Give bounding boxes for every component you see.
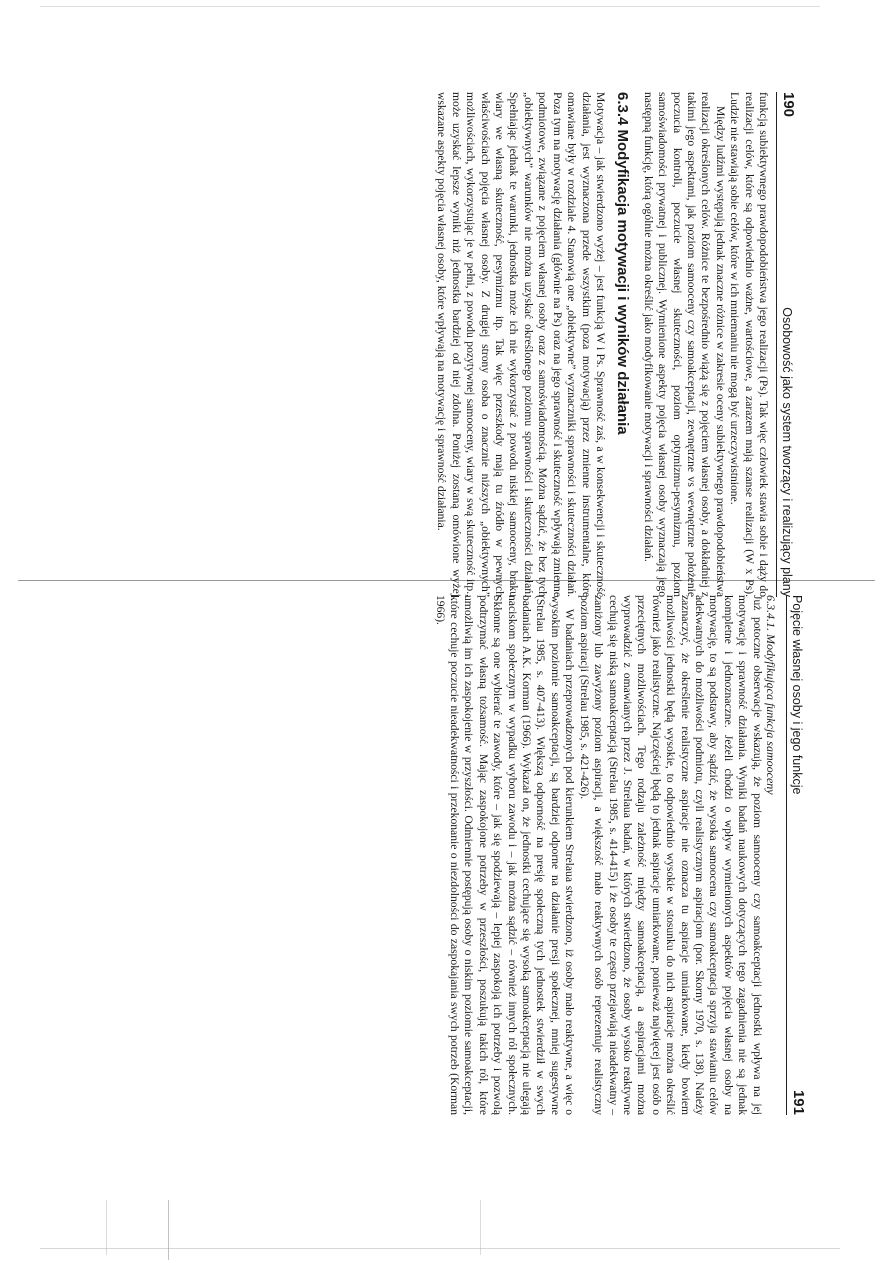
section-heading: 6.3.4 Modyfikacja motywacji i wyników działania bbox=[614, 92, 632, 435]
fold-mark bbox=[168, 1200, 169, 1260]
page-body bbox=[434, 92, 770, 597]
scan-rule-bottom bbox=[40, 1248, 840, 1249]
paragraph: Już potoczne obserwacje wskazują, że poziom samooceny czy samoakceptacji jednostki wpływa na jej motywację i sprawność działania. Wyniki badań naukowych dotyczących tego zagadnienia nie są jednak kompletne i jednoznaczne. Jeżeli chodzi o wpływ wymienionych aspektów pojęcia własnej osoby na motywację, to są podstawy, aby sądzić, że wysoka samoocena czy samoakceptacja sprzyja stawianiu celów adekwatnych do możliwości podmiotu, czyli realistycznym aspiracjom (por. Skorny 1970, s. 138). Należy zaznaczyć, że określenie realistyczne aspiracje nie oznacza tu aspiracje umiarkowane, kiedy bowiem możliwości jednostki będą wysokie, to odpowiednio wysokie w stosunku do nich aspiracje można określić również jako realistyczne. Najczęściej będą to jednak aspiracje umiarkowane, ponieważ najwięcej jest osób o przeciętnych możliwościach. Tego rodzaju zależność między samoakceptacją, a aspiracjami można wyprowadzić z omawianych przez J. Strelaua badań, w których stwierdzono, że osoby wysoko reaktywne cechują się niską samoakceptacją (Strelau 1985, s. 414-415) i że osoby te często przejawiają nieadekwatny – zaniżony lub zawyżony poziom aspiracji, a większość mało reaktywnych osób reprezentuje realistyczny poziom aspiracji (Strelau 1985, s. 421-426). bbox=[577, 595, 764, 1115]
paragraph: funkcją subiektywnego prawdopodobieństwa jego realizacji (Ps). Tak więc człowiek stawia sobie i dąży do realizacji celów, które są odpowiednio ważne, wartościowe, a zarazem mają szanse realizacji (W x Ps). Ludzie nie stawiają sobie celów, które w ich mniemaniu nie mogą być urzeczywistnione. bbox=[728, 92, 770, 597]
page-header bbox=[776, 92, 800, 597]
subsection-heading: 6.3.4.1. Modyfikująca funkcja samooceny bbox=[764, 595, 778, 795]
page-header bbox=[786, 595, 810, 1115]
scan-rule-top bbox=[40, 6, 820, 7]
page-number: 191 bbox=[790, 1089, 807, 1115]
page-number: 190 bbox=[780, 92, 797, 118]
margin-line-right bbox=[480, 1200, 481, 1255]
margin-line-left bbox=[106, 1200, 107, 1255]
paragraph: Między ludźmi występują jednak znaczne różnice w zakresie oceny subiektywnego prawdopodobieństwa realizacji określonych celów. Różnice te bezpośrednio wiążą się z pojęciem własnej osoby, a dokładniej z takimi jego aspektami, jak poziom samooceny czy samoakceptacji, zewnętrzne vs wewnętrzne położenie poczucia kontroli, poczucie własnej skuteczności, poziom optymizmu-pesymizmu, poziom samoświadomości prywatnej i publicznej. Wymienione aspekty pojęcia własnej osoby wyznaczają jego następną funkcję, którą ogólnie można określić jako modyfikowanie motywacji i sprawności działań. bbox=[641, 92, 727, 597]
paragraph: Motywacja – jak stwierdzono wyżej – jest funkcją W i Ps. Sprawność zaś, a w konsekwencji i skuteczność działania, jest wyznaczona przede wszystkim (poza motywacją) przez zmienne instrumentalne, które omawiane były w rozdziale 4. Stanowią one „obiektywne” wyznaczniki sprawności i skuteczności działań. Poza tym na motywację działania (głównie na Ps) oraz na jego sprawność i skuteczność wpływają zmienne podmiotowe, związane z pojęciem własnej osoby oraz z samoświadomością. Można sądzić, że bez tych „obiektywnych” warunków nie można uzyskać określonego poziomu sprawności i skuteczności działań. Spełniając jednak te warunki, jednostka może ich nie wykorzystać z powodu niskiej samooceny, braku wiary we własną skuteczność, pesymizmu itp. Tak więc przeszkody mają tu źródło w pewnych właściwościach pojęcia własnej osoby. Z drugiej strony osoba o znacznie niższych „obiektywnych” możliwościach, wykorzystując je w pełni, z powodu pozytywnej samooceny, wiary w swą skuteczność itp., może uzyskać lepsze wyniki niż jednostka bardziej od niej zdolna. Poniżej zostaną omówione wyżej wskazane aspekty pojęcia własnej osoby, które wpływają na motywację i sprawność działania. bbox=[435, 92, 607, 597]
page-body bbox=[432, 595, 778, 1115]
page-191 bbox=[433, 595, 810, 1115]
page-190 bbox=[430, 92, 800, 597]
paragraph: W badaniach przeprowadzonych pod kierunkiem Strelaua stwierdzono, iż osoby mało reaktywne, a więc o wysokim poziomie samoakceptacji, są bardziej odporne na działanie presji społecznej, mniej sugestywne (Strelau 1985, s. 407-413). Większą odporność na presję społeczną tych jednostek stwierdził w swych badaniach A.K. Korman (1966). Wykazał on, że jednostki cechujące się wysoką samoakceptacją nie ulegają naciskom społecznym w wypadku wyboru zawodu i – jak można sądzić – również innych ról społecznych. Skłonne są one wybierać te zawody, które – jak się spodziewają – lepiej zaspokoją ich potrzeby i pozwolą podtrzymać własną tożsamość. Mając zaspokojone potrzeby w przeszłości, poszukują takich ról, które umożliwią im ich zaspokojenie w przyszłości. Odmiennie postępują osoby o niskim poziomie samoakceptacji, które cechuje poczucie nieadekwatności i przekonanie o niezdolności do zaspokajania swych potrzeb (Korman 1966). bbox=[433, 595, 577, 1115]
running-head: Pojęcie własnej osoby i jego funkcje bbox=[790, 595, 804, 795]
running-head: Osobowość jako system tworzący i realizujący plany bbox=[780, 307, 794, 597]
